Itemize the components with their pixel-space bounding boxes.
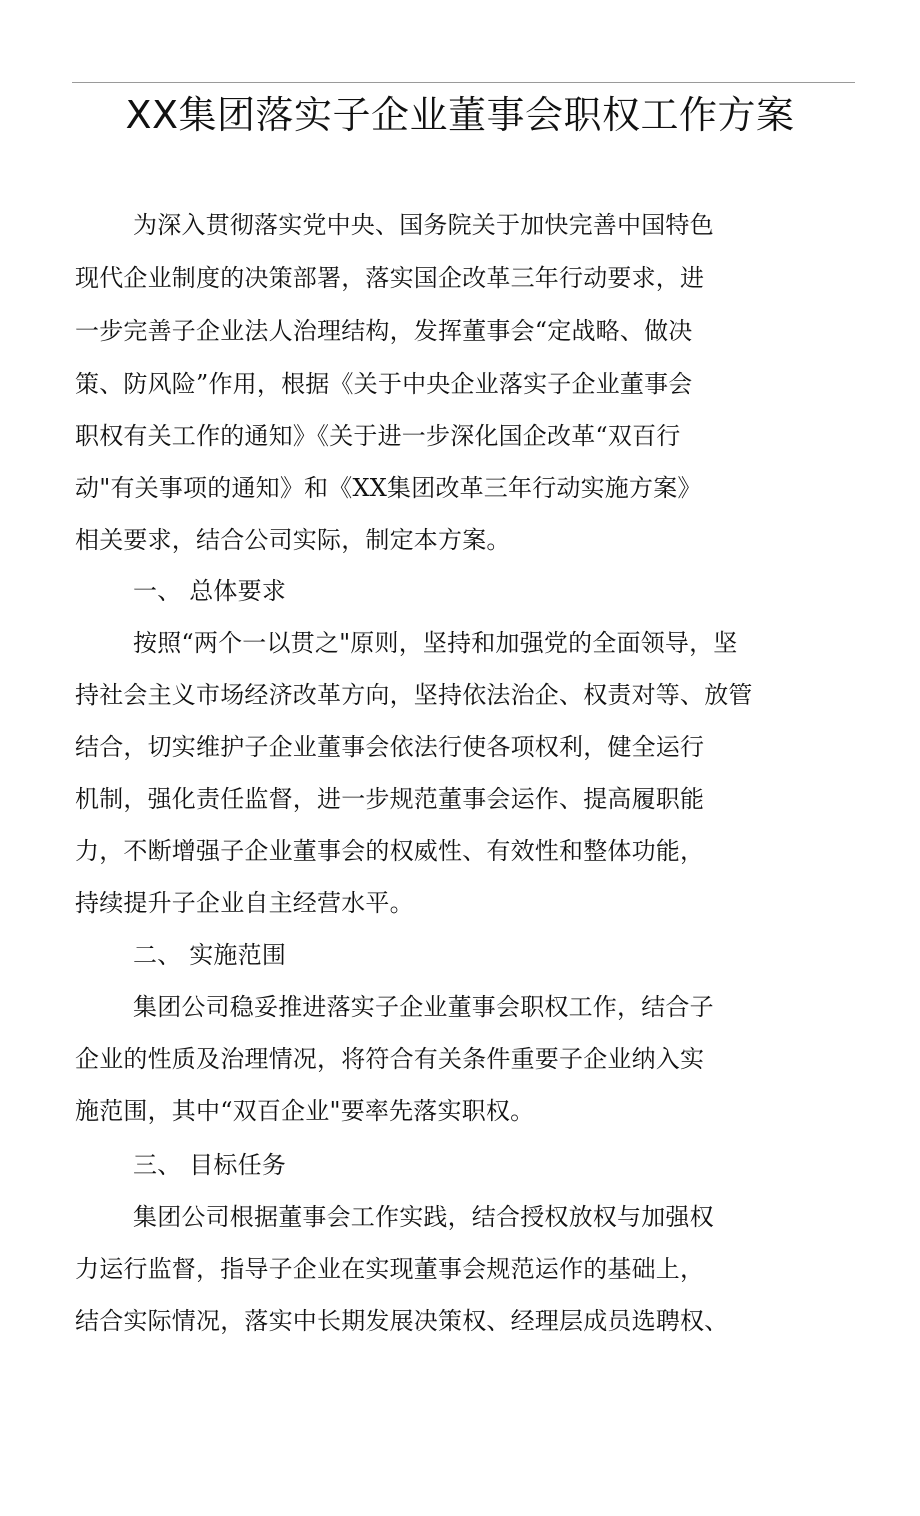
section-heading-1: 一、 总体要求 (133, 577, 287, 605)
body-line-10: 持社会主义市场经济改革方向，坚持依法治企、权责对等、放管 (75, 681, 753, 709)
body-line-13: 力，不断增强子企业董事会的权威性、有效性和整体功能， (75, 837, 705, 865)
body-line-2: 现代企业制度的决策部署，落实国企改革三年行动要求，进 (75, 264, 705, 292)
body-line-14: 持续提升子企业自主经营水平。 (75, 889, 414, 917)
body-line-16: 集团公司稳妥推进落实子企业董事会职权工作，结合子 (133, 993, 714, 1021)
body-line-12: 机制，强化责任监督，进一步规范董事会运作、提高履职能 (75, 785, 705, 813)
body-line-3: 一步完善子企业法人治理结构，发挥董事会“定战略、做决 (75, 317, 693, 345)
section-heading-2: 二、 实施范围 (133, 941, 287, 969)
body-line-20: 集团公司根据董事会工作实践，结合授权放权与加强权 (133, 1203, 714, 1231)
body-line-18: 施范围，其中“双百企业"要率先落实职权。 (75, 1097, 535, 1125)
body-line-7: 相关要求，结合公司实际，制定本方案。 (75, 526, 511, 554)
body-line-22: 结合实际情况，落实中长期发展决策权、经理层成员选聘权、 (75, 1307, 729, 1335)
body-line-4: 策、防风险”作用，根据《关于中央企业落实子企业董事会 (75, 370, 693, 398)
body-line-11: 结合，切实维护子企业董事会依法行使各项权利，健全运行 (75, 733, 705, 761)
body-line-9: 按照“两个一以贯之"原则，坚持和加强党的全面领导，坚 (133, 629, 738, 657)
header-rule (72, 82, 855, 83)
body-line-17: 企业的性质及治理情况，将符合有关条件重要子企业纳入实 (75, 1045, 705, 1073)
body-line-21: 力运行监督，指导子企业在实现董事会规范运作的基础上， (75, 1255, 705, 1283)
body-line-1: 为深入贯彻落实党中央、国务院关于加快完善中国特色 (133, 211, 714, 239)
section-heading-3: 三、 目标任务 (133, 1151, 287, 1179)
body-line-6: 动"有关事项的通知》和《XX集团改革三年行动实施方案》 (75, 474, 702, 502)
document-title: XX集团落实子企业董事会职权工作方案 (125, 93, 795, 137)
body-line-5: 职权有关工作的通知》《关于进一步深化国企改革“双百行 (75, 422, 681, 450)
